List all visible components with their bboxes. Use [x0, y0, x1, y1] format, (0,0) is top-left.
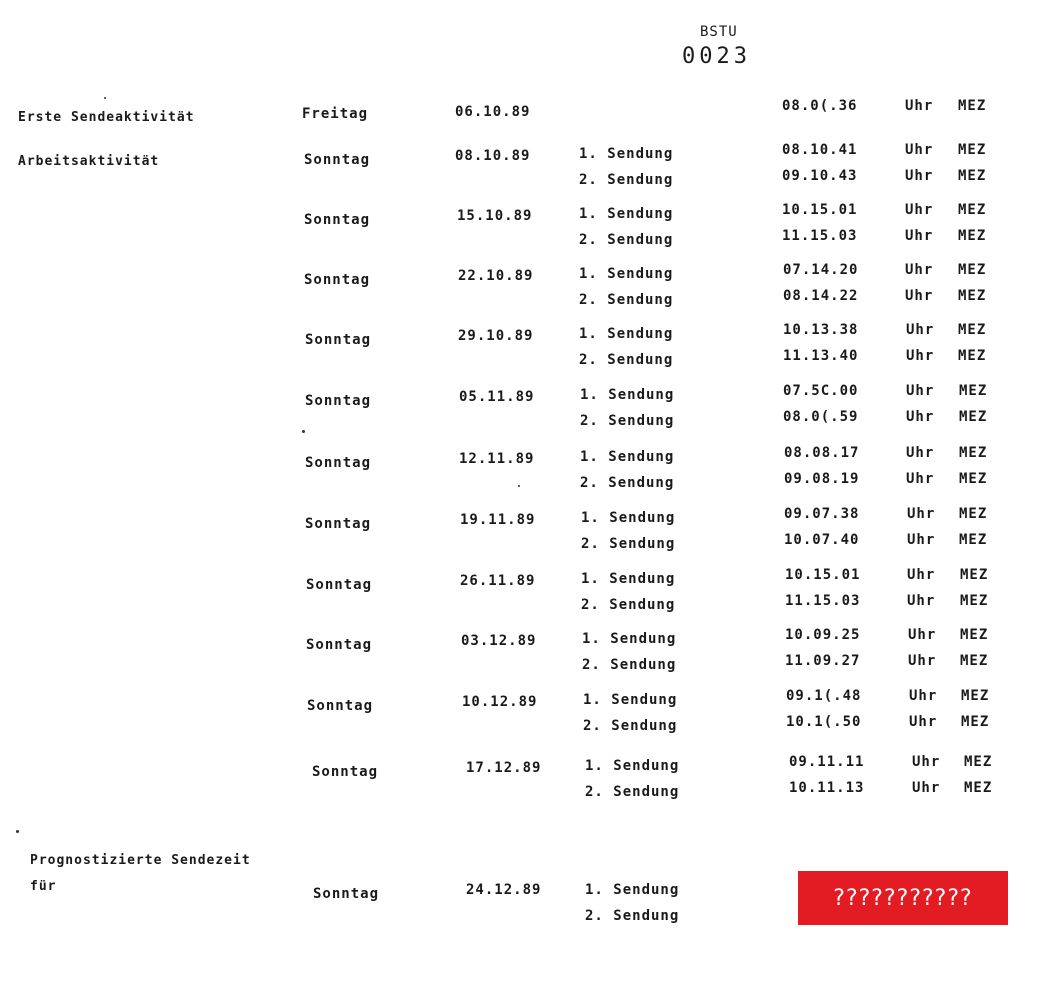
entry-timezone-2: MEZ — [960, 653, 989, 669]
entry-broadcast-2: 2. Sendung — [579, 172, 674, 188]
entry-broadcast-2: 2. Sendung — [580, 413, 675, 429]
entry-time-1: 10.15.01 — [785, 567, 861, 583]
entry-uhr-2: Uhr — [906, 471, 935, 487]
entry-time-2: 10.07.40 — [784, 532, 860, 548]
entry-time-2: 10.11.13 — [789, 780, 865, 796]
entry-uhr-1: Uhr — [905, 202, 934, 218]
entry-date: 05.11.89 — [459, 389, 535, 405]
entry-timezone-2: MEZ — [958, 228, 987, 244]
entry-broadcast-1: 1. Sendung — [581, 510, 676, 526]
entry-timezone-2: MEZ — [959, 532, 988, 548]
entry-timezone-2: MEZ — [961, 714, 990, 730]
entry-uhr-1: Uhr — [905, 262, 934, 278]
entry-time-2: 08.14.22 — [783, 288, 859, 304]
forecast-broadcast-1: 1. Sendung — [585, 882, 680, 898]
entry-time-1: 10.15.01 — [782, 202, 858, 218]
forecast-date: 24.12.89 — [466, 882, 542, 898]
first-activity-day: Freitag — [302, 106, 369, 122]
entry-uhr-2: Uhr — [908, 653, 937, 669]
entry-time-2: 09.10.43 — [782, 168, 858, 184]
scan-speck — [16, 830, 19, 833]
entry-timezone-1: MEZ — [959, 383, 988, 399]
entry-date: 22.10.89 — [458, 268, 534, 284]
entry-day: Sonntag — [305, 393, 372, 409]
entry-timezone-1: MEZ — [959, 506, 988, 522]
entry-time-2: 09.08.19 — [784, 471, 860, 487]
entry-date: 29.10.89 — [458, 328, 534, 344]
entry-broadcast-2: 2. Sendung — [585, 784, 680, 800]
entry-uhr-1: Uhr — [907, 567, 936, 583]
entry-broadcast-1: 1. Sendung — [583, 692, 678, 708]
first-activity-label: Erste Sendeaktivität — [18, 110, 195, 125]
entry-timezone-1: MEZ — [958, 202, 987, 218]
entry-uhr-1: Uhr — [908, 627, 937, 643]
entry-broadcast-1: 1. Sendung — [581, 571, 676, 587]
entry-uhr-1: Uhr — [906, 445, 935, 461]
entry-timezone-2: MEZ — [958, 288, 987, 304]
entry-time-1: 08.10.41 — [782, 142, 858, 158]
entry-broadcast-2: 2. Sendung — [581, 597, 676, 613]
entry-uhr-1: Uhr — [905, 142, 934, 158]
entry-uhr-2: Uhr — [907, 593, 936, 609]
entry-timezone-2: MEZ — [959, 471, 988, 487]
entry-uhr-1: Uhr — [906, 383, 935, 399]
scan-speck — [104, 97, 106, 99]
entry-date: 17.12.89 — [466, 760, 542, 776]
scan-speck — [302, 430, 305, 433]
entry-timezone-1: MEZ — [959, 445, 988, 461]
entry-uhr-2: Uhr — [906, 348, 935, 364]
entry-time-1: 09.1(.48 — [786, 688, 862, 704]
first-activity-date: 06.10.89 — [455, 104, 531, 120]
entry-uhr-2: Uhr — [909, 714, 938, 730]
first-activity-uhr: Uhr — [905, 98, 934, 114]
entry-time-1: 10.09.25 — [785, 627, 861, 643]
entry-day: Sonntag — [304, 152, 371, 168]
entry-broadcast-1: 1. Sendung — [580, 449, 675, 465]
entry-broadcast-2: 2. Sendung — [579, 352, 674, 368]
entry-time-2: 11.15.03 — [785, 593, 861, 609]
entry-time-2: 11.09.27 — [785, 653, 861, 669]
entry-date: 26.11.89 — [460, 573, 536, 589]
entry-time-1: 07.14.20 — [783, 262, 859, 278]
entry-time-1: 08.08.17 — [784, 445, 860, 461]
scan-speck — [518, 485, 520, 487]
entry-broadcast-2: 2. Sendung — [579, 232, 674, 248]
entry-uhr-2: Uhr — [905, 228, 934, 244]
entry-timezone-2: MEZ — [964, 780, 993, 796]
entry-time-2: 10.1(.50 — [786, 714, 862, 730]
entry-timezone-1: MEZ — [958, 262, 987, 278]
entry-broadcast-2: 2. Sendung — [579, 292, 674, 308]
entry-uhr-1: Uhr — [907, 506, 936, 522]
entry-broadcast-2: 2. Sendung — [581, 536, 676, 552]
entry-timezone-2: MEZ — [959, 409, 988, 425]
archive-page-number: 0023 — [682, 44, 751, 69]
forecast-day: Sonntag — [313, 886, 380, 902]
entry-broadcast-1: 1. Sendung — [579, 206, 674, 222]
entry-time-1: 09.07.38 — [784, 506, 860, 522]
entry-timezone-1: MEZ — [958, 142, 987, 158]
entry-date: 10.12.89 — [462, 694, 538, 710]
entry-uhr-2: Uhr — [912, 780, 941, 796]
entry-uhr-2: Uhr — [906, 409, 935, 425]
entry-broadcast-1: 1. Sendung — [579, 146, 674, 162]
entry-uhr-1: Uhr — [912, 754, 941, 770]
entry-time-2: 11.13.40 — [783, 348, 859, 364]
entry-day: Sonntag — [312, 764, 379, 780]
entry-day: Sonntag — [306, 637, 373, 653]
entry-uhr-1: Uhr — [906, 322, 935, 338]
forecast-label: Prognostizierte Sendezeit — [30, 853, 251, 868]
forecast-label-for: für — [30, 879, 57, 894]
entry-timezone-1: MEZ — [960, 627, 989, 643]
entry-date: 08.10.89 — [455, 148, 531, 164]
forecast-broadcast-2: 2. Sendung — [585, 908, 680, 924]
entry-day: Sonntag — [304, 212, 371, 228]
entry-timezone-2: MEZ — [958, 168, 987, 184]
entry-day: Sonntag — [305, 516, 372, 532]
entry-date: 12.11.89 — [459, 451, 535, 467]
first-activity-timezone: MEZ — [958, 98, 987, 114]
entry-time-2: 11.15.03 — [782, 228, 858, 244]
entry-date: 03.12.89 — [461, 633, 537, 649]
entry-timezone-2: MEZ — [958, 348, 987, 364]
entry-timezone-1: MEZ — [958, 322, 987, 338]
first-activity-time: 08.0(.36 — [782, 98, 858, 114]
entry-date: 15.10.89 — [457, 208, 533, 224]
entry-uhr-2: Uhr — [907, 532, 936, 548]
entry-time-1: 07.5C.00 — [783, 383, 859, 399]
entry-broadcast-1: 1. Sendung — [579, 266, 674, 282]
entry-time-1: 10.13.38 — [783, 322, 859, 338]
entry-timezone-1: MEZ — [961, 688, 990, 704]
entry-time-1: 09.11.11 — [789, 754, 865, 770]
entry-date: 19.11.89 — [460, 512, 536, 528]
entry-uhr-1: Uhr — [909, 688, 938, 704]
entry-broadcast-1: 1. Sendung — [580, 387, 675, 403]
entry-broadcast-1: 1. Sendung — [579, 326, 674, 342]
entry-uhr-2: Uhr — [905, 288, 934, 304]
archive-stamp-label: BSTU — [700, 24, 738, 40]
entry-broadcast-1: 1. Sendung — [582, 631, 677, 647]
entry-day: Sonntag — [305, 332, 372, 348]
entry-timezone-1: MEZ — [964, 754, 993, 770]
entry-day: Sonntag — [304, 272, 371, 288]
entry-broadcast-2: 2. Sendung — [583, 718, 678, 734]
entry-time-2: 08.0(.59 — [783, 409, 859, 425]
entry-timezone-2: MEZ — [960, 593, 989, 609]
entry-broadcast-2: 2. Sendung — [582, 657, 677, 673]
entry-day: Sonntag — [305, 455, 372, 471]
entry-timezone-1: MEZ — [960, 567, 989, 583]
work-activity-label: Arbeitsaktivität — [18, 154, 160, 169]
redaction-box: ??????????? — [798, 871, 1008, 925]
entry-broadcast-2: 2. Sendung — [580, 475, 675, 491]
entry-day: Sonntag — [307, 698, 374, 714]
entry-broadcast-1: 1. Sendung — [585, 758, 680, 774]
entry-day: Sonntag — [306, 577, 373, 593]
entry-uhr-2: Uhr — [905, 168, 934, 184]
